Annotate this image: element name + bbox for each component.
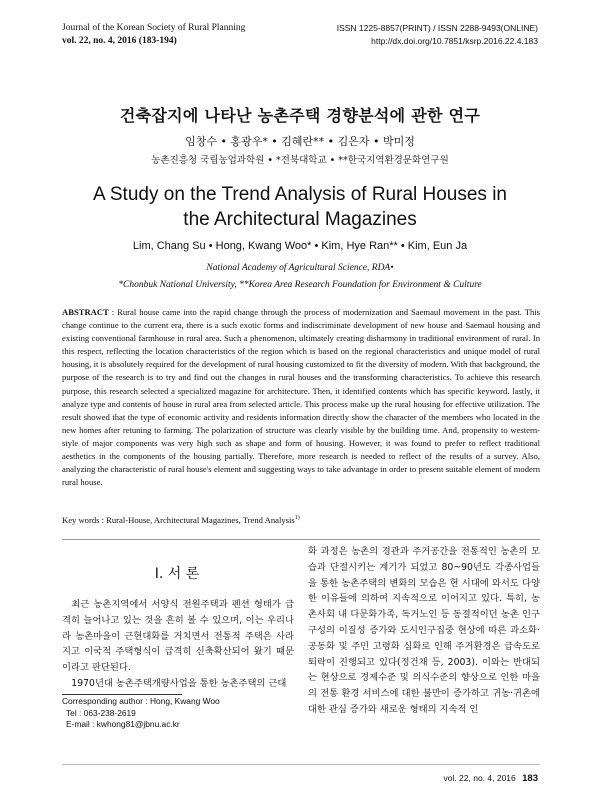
- page-footer: [443, 773, 538, 784]
- keywords: [62, 515, 300, 525]
- corresponding-author-footnote: [62, 696, 220, 731]
- paragraph: 최근 농촌지역에서 서양식 전원주택과 펜션 형태가 급격히 늘어나고 있는 것을 흔히 볼 수 있으며, 이는 우리나라 농촌마을이 근현대화를 거치면서 전통적 주택은 사라지고 이국적 주택형식이 급격히 신축확산되어 왔기 때문이라고 판단된다.: [62, 599, 294, 674]
- author-tel: Tel : 063-238-2619: [66, 707, 136, 718]
- english-title: [0, 182, 600, 232]
- english-affiliation: [0, 260, 600, 294]
- paragraph: 화 과정은 농촌의 경관과 주거공간을 전통적인 농촌의 모습과 단절시키는 계기가 되었고 80~90년도 각종사업들을 통한 농촌주택의 변화의 모습은 현 시대에 와서도 다양한 이유들에 의하여 지속적으로 이어지고 있다. 특히, 농촌사회 내 다문화가족, 독거노인 등 동절적이던 농촌 인구구성의 이질성 증가와 도시인구집중 현상에 따른 과소화·공동화 및 주민 고령화 심화로 인해 주거환경은 급속도로 퇴락이 진행되고 있다(정건채 등, 2003). 이와는 반대되는 현상으로 경제수준 및 의식수준의 향상으로 인한 마을의 전통 환경 서비스에 대한 불만이 증가하고 귀농·귀촌에 대한 관심 증가와 새로운 형태의 지속적 인: [308, 546, 540, 715]
- corresponding-author: Corresponding author : Hong, Kwang Woo: [62, 696, 220, 706]
- paragraph: 1970년대 농촌주택개량사업을 통한 농촌주택의 근대: [71, 677, 287, 689]
- abstract-label: ABSTRACT: [62, 307, 109, 317]
- keywords-text: Key words : Rural-House, Architectural Magazines, Trend Analysis: [62, 515, 295, 525]
- english-affiliation-line1: National Academy of Agricultural Science, RDA•: [206, 263, 394, 273]
- abstract: [62, 306, 540, 489]
- issn-block: [337, 22, 538, 48]
- journal-header: [62, 22, 245, 48]
- keywords-footnote-mark: 1): [294, 515, 300, 522]
- english-authors: Lim, Chang Su • Hong, Kwang Woo* • Kim, Hye Ran** • Kim, Eun Ja: [132, 240, 468, 252]
- footnote-divider: [62, 694, 182, 695]
- footer-divider: [62, 764, 540, 765]
- english-affiliation-line2: *Chonbuk National University, **Korea Area Research Foundation for Environment & Culture: [118, 280, 482, 290]
- korean-title: 건축잡지에 나타난 농촌주택 경향분석에 관한 연구: [119, 106, 481, 125]
- english-title-line1: A Study on the Trend Analysis of Rural Houses in: [92, 184, 507, 205]
- korean-authors: 임창수 • 홍광우* • 김혜란** • 김은자 • 박미정: [185, 135, 415, 148]
- english-title-line2: the Architectural Magazines: [183, 209, 417, 230]
- journal-volume: vol. 22, no. 4, 2016 (183-194): [62, 36, 177, 46]
- body-column-left: [62, 597, 294, 692]
- doi-link[interactable]: http://dx.doi.org/10.7851/ksrp.2016.22.4.183: [371, 36, 538, 46]
- korean-affiliation: 농촌진흥청 국립농업과학원 • *전북대학교 • **한국지역환경문화연구원: [151, 155, 449, 166]
- section-heading: I. 서 론: [154, 566, 200, 582]
- abstract-divider: [62, 539, 540, 540]
- journal-name: Journal of the Korean Society of Rural Planning: [62, 23, 246, 33]
- body-column-right: [308, 544, 540, 718]
- abstract-text: : Rural house came into the rapid change through the process of modernization and Saemaul movement in the past. This change continue to the current era, there is a such exotic forms and indiscriminate development of new house and Saemaul housing and existing conventional farmhouse in rural area. Such a phenomenon, ultimately creating disharmony in traditional environment of rural. In this respect, reflecting the location characteristics of the region which is based on the regional characteristics and unique model of rural housing, it is absolutely required for the development of rural housing customized to fit the diversity of modern. With that background, the purpose of the research is to try and find out the changes in rural houses and the transforming characteristics. To achieve this research purpose, this research selected a specialized magazine for architecture. Then, it identified contents which has specific keyword. lastly, it analyze type and contents of house in rural area from selected article. This process make up the rural housing for effective utilization. The result showed that the type of economic activity and residents information directly show the character of the members who located in the new homes after retuning to farming. The polarization of structure was clearly visible by the building time. And, propensity to western-style of major components was very high such as shape and form of housing. However, it was found to prefer to reflect traditional aesthetics in the components of the housing partially. Therefore, more research is needed to reflect of the results of a survey. Also, analyzing the characteristic of rural house's element and suggesting ways to take advantage in order to present suitable element of modern rural house.: [62, 307, 540, 488]
- page-number: 183: [522, 773, 538, 784]
- issn: ISSN 1225-8857(PRINT) / ISSN 2288-9493(ONLINE): [336, 23, 538, 33]
- footer-issue: vol. 22, no. 4, 2016: [443, 773, 516, 783]
- author-email[interactable]: E-mail : kwhong81@jbnu.ac.kr: [66, 719, 180, 729]
